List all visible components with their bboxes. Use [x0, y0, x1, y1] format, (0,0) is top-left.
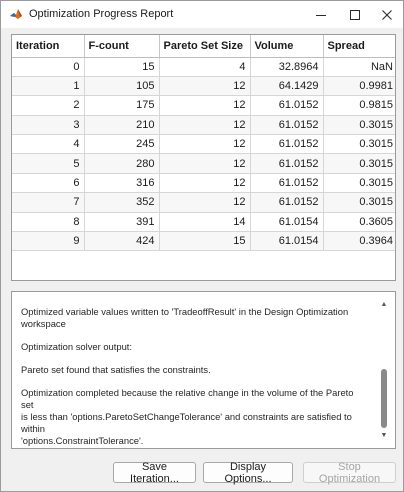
close-button[interactable]: [371, 1, 403, 28]
cell-pareto-set-size: 14: [159, 212, 250, 231]
cell-iteration: 6: [12, 173, 84, 192]
cell-pareto-set-size: 12: [159, 193, 250, 212]
progress-table: [11, 34, 396, 281]
cell-iteration: 0: [12, 57, 84, 76]
cell-volume: 61.0152: [250, 154, 323, 173]
table-row[interactable]: [12, 193, 396, 212]
cell-f-count: 352: [84, 193, 159, 212]
log-gap: [21, 376, 373, 387]
log-line: Optimized variable values written to 'TradeoffResult' in the Design Optimization: [21, 306, 349, 317]
cell-volume: 61.0154: [250, 232, 323, 251]
header-volume[interactable]: Volume: [250, 35, 323, 57]
table-row[interactable]: [12, 212, 396, 231]
cell-volume: 61.0152: [250, 96, 323, 115]
solver-output-text: [21, 306, 373, 447]
cell-iteration: 9: [12, 232, 84, 251]
cell-volume: 61.0152: [250, 115, 323, 134]
cell-volume: 32.8964: [250, 57, 323, 76]
cell-f-count: 245: [84, 135, 159, 154]
cell-spread: 0.9981: [323, 76, 396, 95]
cell-pareto-set-size: 12: [159, 135, 250, 154]
log-line: Optimization solver output:: [21, 341, 132, 352]
cell-volume: 61.0154: [250, 212, 323, 231]
cell-volume: 61.0152: [250, 173, 323, 192]
cell-volume: 64.1429: [250, 76, 323, 95]
log-line: within: [21, 423, 45, 434]
log-line: Optimization completed because the relative change in the volume of the Pareto: [21, 387, 354, 398]
log-gap: [21, 330, 373, 341]
log-gap: [21, 353, 373, 364]
cell-pareto-set-size: 12: [159, 154, 250, 173]
log-line: Pareto set found that satisfies the constraints.: [21, 364, 211, 375]
minimize-button[interactable]: [305, 1, 337, 28]
cell-volume: 61.0152: [250, 193, 323, 212]
cell-spread: 0.9815: [323, 96, 396, 115]
table-row[interactable]: [12, 57, 396, 76]
cell-f-count: 280: [84, 154, 159, 173]
table-row[interactable]: [12, 115, 396, 134]
header-f-count[interactable]: F-count: [84, 35, 159, 57]
matlab-icon: [9, 7, 23, 21]
header-pareto-set-size[interactable]: Pareto Set Size: [159, 35, 250, 57]
cell-pareto-set-size: 12: [159, 115, 250, 134]
log-line: 'options.ConstraintTolerance'.: [21, 435, 144, 446]
cell-iteration: 4: [12, 135, 84, 154]
table-row[interactable]: [12, 135, 396, 154]
cell-iteration: 5: [12, 154, 84, 173]
table-row[interactable]: [12, 76, 396, 95]
cell-spread: 0.3605: [323, 212, 396, 231]
save-iteration-button[interactable]: Save Iteration...: [113, 462, 196, 483]
header-iteration[interactable]: Iteration: [12, 35, 84, 57]
stop-optimization-button[interactable]: Stop Optimization: [303, 462, 396, 483]
cell-f-count: 15: [84, 57, 159, 76]
cell-spread: 0.3015: [323, 173, 396, 192]
log-line: workspace: [21, 318, 66, 329]
cell-f-count: 105: [84, 76, 159, 95]
cell-f-count: 210: [84, 115, 159, 134]
cell-iteration: 8: [12, 212, 84, 231]
log-line: is less than 'options.ParetoSetChangeTolerance' and constraints are satisfied to: [21, 411, 352, 422]
cell-pareto-set-size: 12: [159, 76, 250, 95]
table-row[interactable]: [12, 154, 396, 173]
cell-f-count: 391: [84, 212, 159, 231]
title-bar: [1, 1, 403, 28]
cell-pareto-set-size: 12: [159, 96, 250, 115]
table-header-row: [12, 35, 396, 57]
cell-volume: 61.0152: [250, 135, 323, 154]
maximize-button[interactable]: [339, 1, 371, 28]
cell-spread: 0.3015: [323, 115, 396, 134]
vertical-scrollbar[interactable]: [374, 293, 394, 447]
cell-pareto-set-size: 15: [159, 232, 250, 251]
header-spread[interactable]: Spread: [323, 35, 396, 57]
cell-spread: 0.3015: [323, 135, 396, 154]
cell-spread: 0.3964: [323, 232, 396, 251]
cell-pareto-set-size: 4: [159, 57, 250, 76]
scroll-up-arrow-icon[interactable]: ▲: [380, 301, 388, 308]
cell-f-count: 175: [84, 96, 159, 115]
cell-iteration: 3: [12, 115, 84, 134]
window-title: Optimization Progress Report: [29, 8, 174, 20]
solver-output-panel[interactable]: [11, 291, 396, 449]
cell-f-count: 424: [84, 232, 159, 251]
scrollbar-thumb[interactable]: [381, 369, 387, 428]
cell-pareto-set-size: 12: [159, 173, 250, 192]
cell-f-count: 316: [84, 173, 159, 192]
cell-spread: 0.3015: [323, 154, 396, 173]
table-row[interactable]: [12, 173, 396, 192]
scroll-down-arrow-icon[interactable]: ▼: [380, 432, 388, 439]
cell-iteration: 7: [12, 193, 84, 212]
cell-spread: NaN: [323, 57, 396, 76]
log-line: set: [21, 399, 34, 410]
table-row[interactable]: [12, 232, 396, 251]
cell-iteration: 2: [12, 96, 84, 115]
cell-spread: 0.3015: [323, 193, 396, 212]
table-row[interactable]: [12, 96, 396, 115]
cell-iteration: 1: [12, 76, 84, 95]
display-options-button[interactable]: Display Options...: [203, 462, 293, 483]
